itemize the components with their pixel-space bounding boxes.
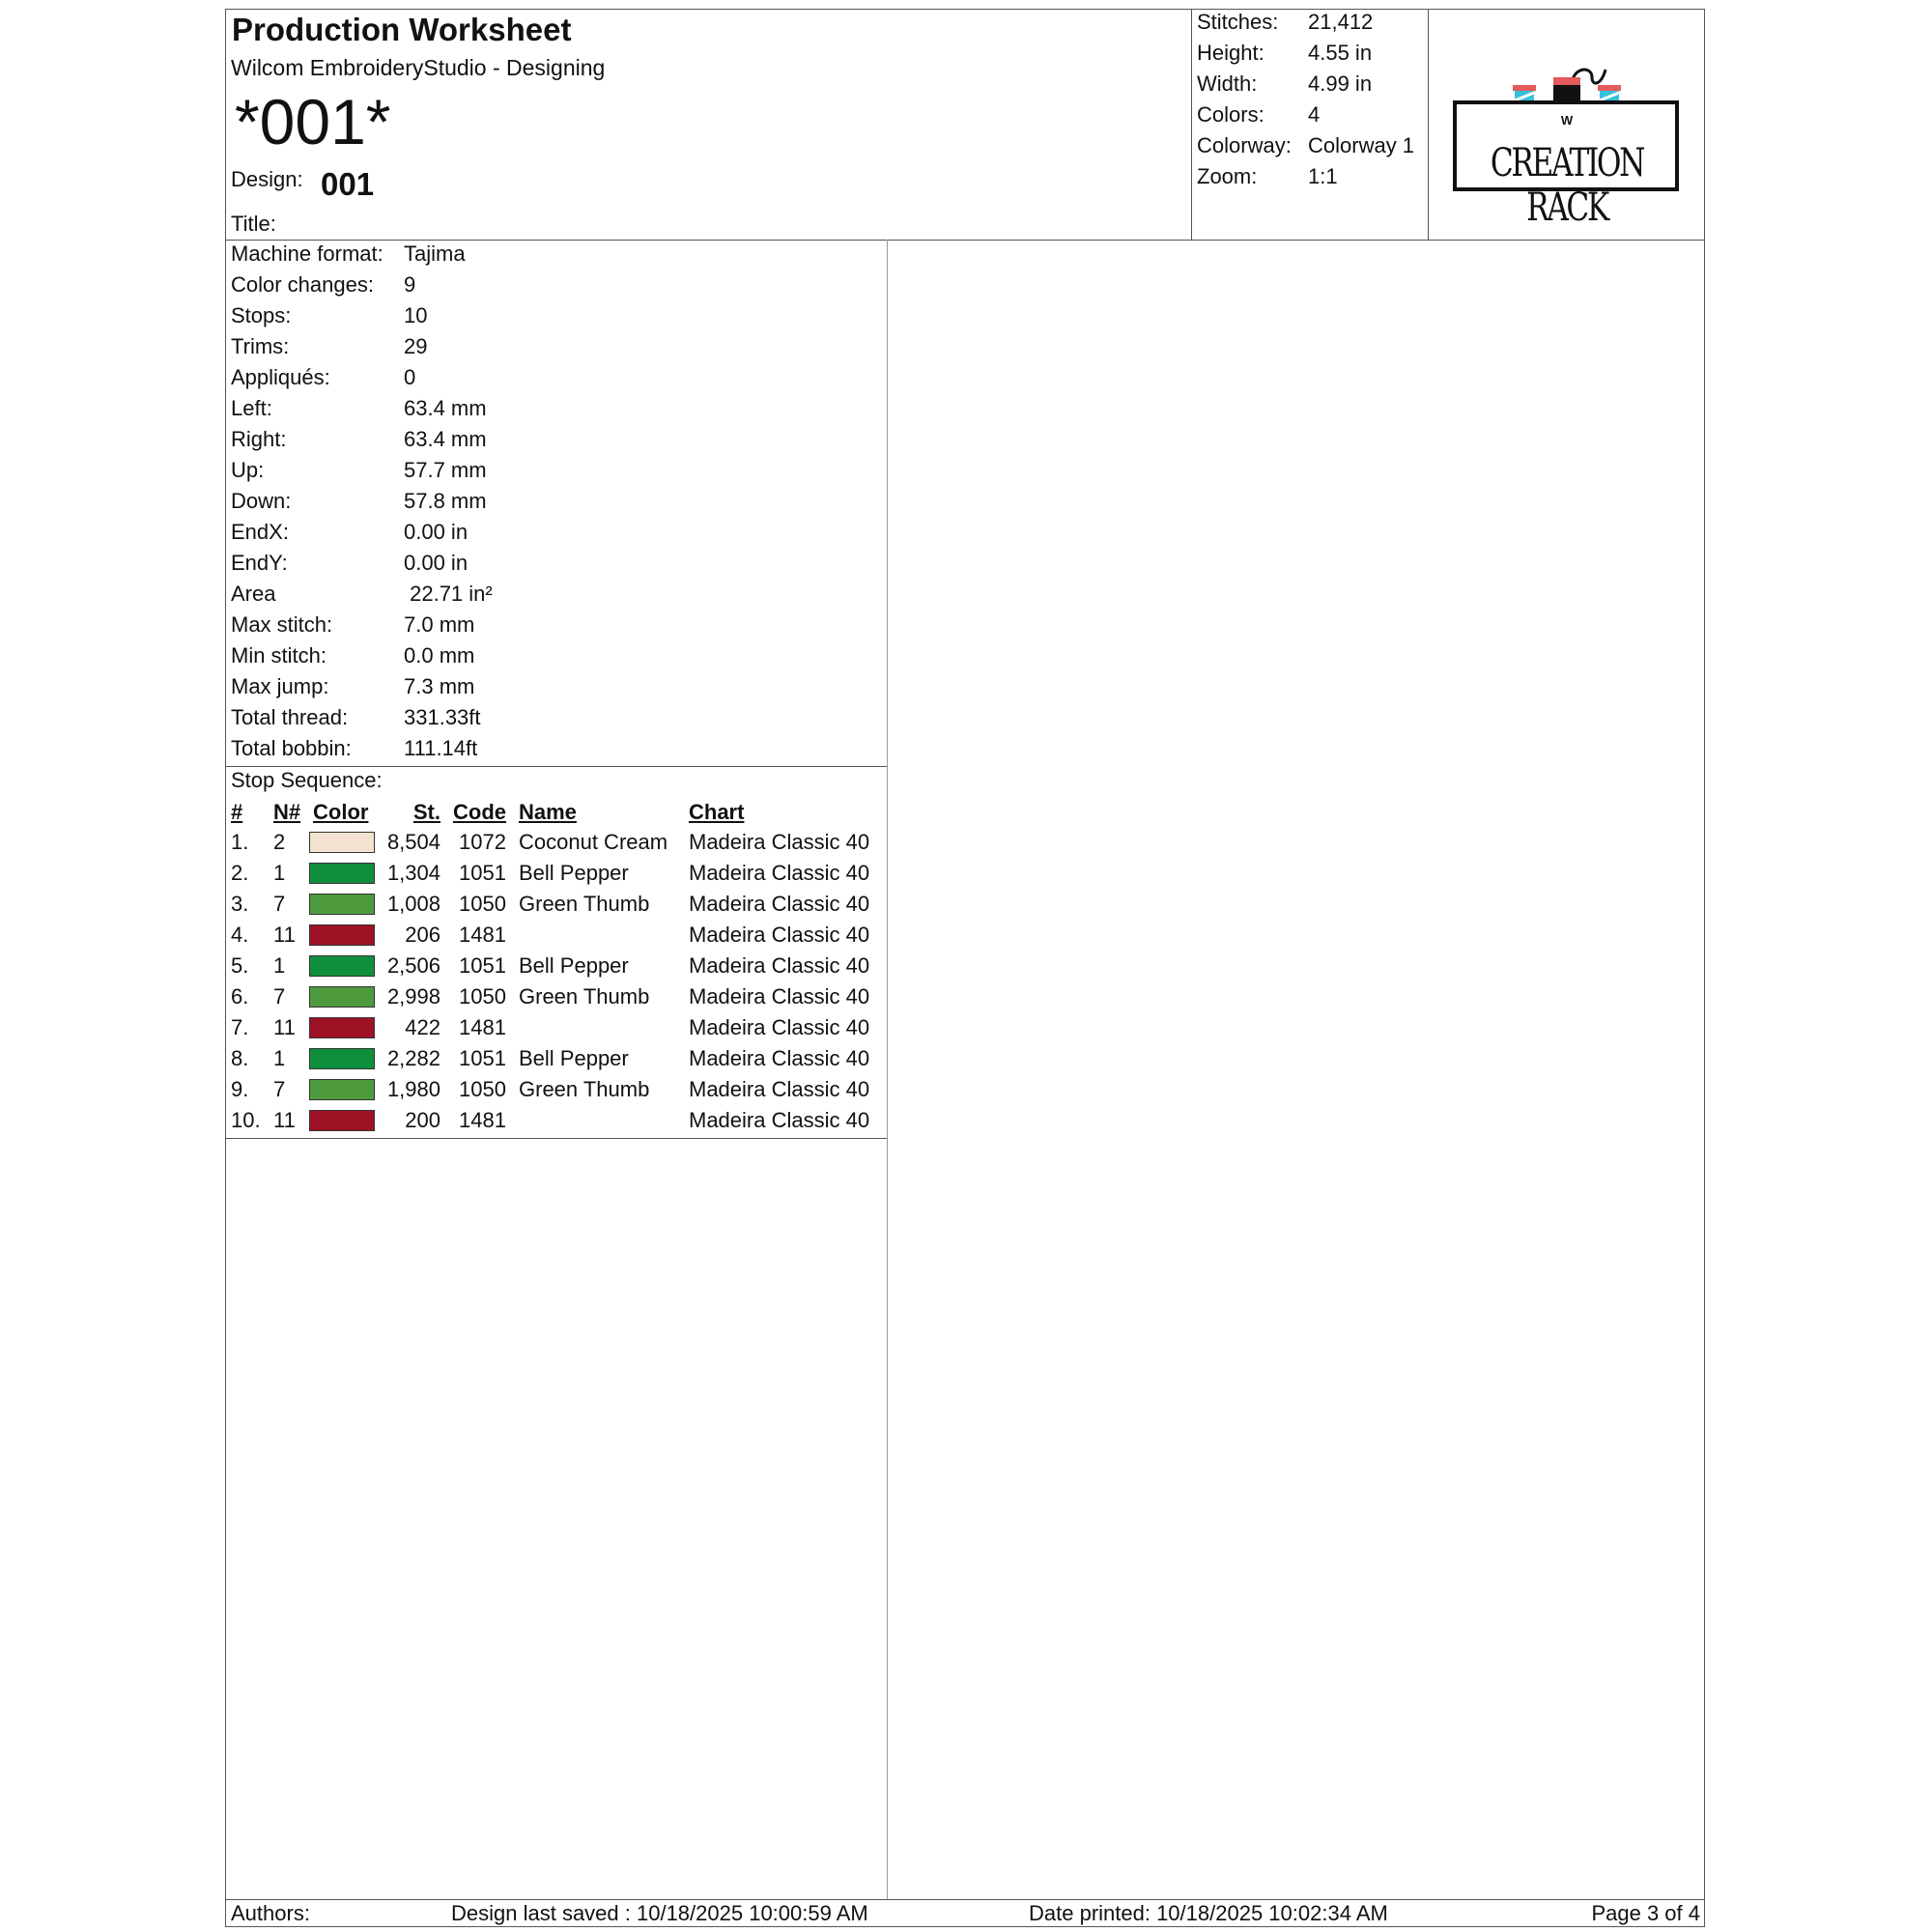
detail-label: Down: xyxy=(231,489,292,513)
header-name: Name xyxy=(519,800,577,824)
row-num: 5. xyxy=(231,953,249,978)
row-stitches: 1,008 xyxy=(386,892,440,916)
row-chart: Madeira Classic 40 xyxy=(689,1077,870,1101)
row-code: 1481 xyxy=(459,923,506,947)
header-needle: N# xyxy=(273,800,301,824)
row-stitches: 1,304 xyxy=(386,861,440,885)
detail-label: EndX: xyxy=(231,520,289,544)
color-swatch xyxy=(309,955,375,977)
detail-label: Appliqués: xyxy=(231,365,330,389)
row-num: 6. xyxy=(231,984,249,1009)
row-chart: Madeira Classic 40 xyxy=(689,923,870,947)
design-label: Design: xyxy=(231,167,303,191)
detail-value: 57.7 mm xyxy=(404,458,487,482)
summary-value: 4 xyxy=(1308,102,1321,127)
logo-emblem-letter: W xyxy=(1560,113,1574,128)
detail-label: Left: xyxy=(231,396,272,420)
row-name: Green Thumb xyxy=(519,1077,650,1101)
header-divider xyxy=(225,240,1705,241)
row-stitches: 8,504 xyxy=(386,830,440,854)
row-needle: 7 xyxy=(273,892,286,916)
footer-divider xyxy=(225,1899,1705,1900)
row-needle: 2 xyxy=(273,830,286,854)
row-stitches: 1,980 xyxy=(386,1077,440,1101)
detail-label: Max jump: xyxy=(231,674,329,698)
color-swatch xyxy=(309,1017,375,1038)
detail-value: 7.0 mm xyxy=(404,612,475,637)
row-chart: Madeira Classic 40 xyxy=(689,1108,870,1132)
summary-label: Width: xyxy=(1197,71,1258,96)
detail-value: 29 xyxy=(404,334,428,358)
summary-value: Colorway 1 xyxy=(1308,133,1415,157)
title-label: Title: xyxy=(231,212,276,236)
detail-value: 63.4 mm xyxy=(404,396,487,420)
row-code: 1481 xyxy=(459,1108,506,1132)
detail-value: 7.3 mm xyxy=(404,674,475,698)
row-needle: 7 xyxy=(273,984,286,1009)
row-code: 1050 xyxy=(459,892,506,916)
color-swatch xyxy=(309,924,375,946)
detail-label: Trims: xyxy=(231,334,290,358)
row-num: 9. xyxy=(231,1077,249,1101)
row-code: 1050 xyxy=(459,1077,506,1101)
row-code: 1051 xyxy=(459,861,506,885)
row-name: Bell Pepper xyxy=(519,953,629,978)
color-swatch xyxy=(309,832,375,853)
subtitle: Wilcom EmbroideryStudio - Designing xyxy=(231,55,606,80)
detail-label: Stops: xyxy=(231,303,292,327)
summary-value: 4.99 in xyxy=(1308,71,1373,96)
detail-value: Tajima xyxy=(404,242,466,266)
design-value: 001 xyxy=(321,166,375,202)
stop-sequence-label: Stop Sequence: xyxy=(231,768,383,792)
page-title: Production Worksheet xyxy=(232,12,572,47)
row-code: 1072 xyxy=(459,830,506,854)
header-stitches: St. xyxy=(412,800,440,824)
row-code: 1051 xyxy=(459,1046,506,1070)
color-swatch xyxy=(309,986,375,1008)
footer-last-saved: Design last saved : 10/18/2025 10:00:59 AM xyxy=(451,1901,868,1925)
row-chart: Madeira Classic 40 xyxy=(689,1046,870,1070)
detail-value: 331.33ft xyxy=(404,705,481,729)
row-name: Green Thumb xyxy=(519,984,650,1009)
row-code: 1481 xyxy=(459,1015,506,1039)
details-divider xyxy=(225,766,887,767)
row-num: 1. xyxy=(231,830,249,854)
detail-label: Up: xyxy=(231,458,265,482)
logo-text: CREATION RACK xyxy=(1490,141,1644,230)
row-chart: Madeira Classic 40 xyxy=(689,953,870,978)
detail-label: Max stitch: xyxy=(231,612,333,637)
detail-label: Total bobbin: xyxy=(231,736,352,760)
row-num: 2. xyxy=(231,861,249,885)
detail-value: 10 xyxy=(404,303,428,327)
detail-value: 57.8 mm xyxy=(404,489,487,513)
color-swatch xyxy=(309,1079,375,1100)
row-needle: 11 xyxy=(273,923,296,947)
detail-value: 22.71 in² xyxy=(404,582,493,606)
detail-label: Area xyxy=(231,582,276,606)
row-chart: Madeira Classic 40 xyxy=(689,1015,870,1039)
row-name: Bell Pepper xyxy=(519,1046,629,1070)
color-swatch xyxy=(309,1048,375,1069)
row-stitches: 2,506 xyxy=(386,953,440,978)
row-num: 8. xyxy=(231,1046,249,1070)
summary-label: Stitches: xyxy=(1197,10,1279,34)
footer-date-printed: Date printed: 10/18/2025 10:02:34 AM xyxy=(1029,1901,1388,1925)
detail-value: 0.0 mm xyxy=(404,643,475,668)
body-column-divider xyxy=(887,240,888,1899)
summary-label: Colors: xyxy=(1197,102,1264,127)
row-stitches: 200 xyxy=(405,1108,440,1132)
detail-value: 9 xyxy=(404,272,416,297)
row-code: 1050 xyxy=(459,984,506,1009)
detail-value: 111.14ft xyxy=(404,736,478,760)
summary-value: 1:1 xyxy=(1308,164,1338,188)
summary-label: Height: xyxy=(1197,41,1264,65)
summary-right-divider xyxy=(1428,9,1429,240)
detail-label: Color changes: xyxy=(231,272,374,297)
detail-label: Machine format: xyxy=(231,242,384,266)
row-name: Bell Pepper xyxy=(519,861,629,885)
detail-value: 63.4 mm xyxy=(404,427,487,451)
color-swatch xyxy=(309,863,375,884)
row-num: 3. xyxy=(231,892,249,916)
worksheet-frame xyxy=(225,9,1705,1927)
summary-value: 4.55 in xyxy=(1308,41,1373,65)
row-stitches: 2,282 xyxy=(386,1046,440,1070)
row-num: 4. xyxy=(231,923,249,947)
row-needle: 7 xyxy=(273,1077,286,1101)
detail-label: Right: xyxy=(231,427,287,451)
design-big-name: *001* xyxy=(235,86,391,157)
row-needle: 11 xyxy=(273,1015,296,1039)
header-num: # xyxy=(231,800,243,824)
row-num: 7. xyxy=(231,1015,249,1039)
row-needle: 1 xyxy=(273,953,286,978)
summary-value: 21,412 xyxy=(1308,10,1374,34)
row-name: Coconut Cream xyxy=(519,830,668,854)
row-chart: Madeira Classic 40 xyxy=(689,892,870,916)
color-swatch xyxy=(309,894,375,915)
detail-value: 0 xyxy=(404,365,416,389)
detail-value: 0.00 in xyxy=(404,551,469,575)
row-chart: Madeira Classic 40 xyxy=(689,984,870,1009)
header-code: Code xyxy=(453,800,506,824)
row-chart: Madeira Classic 40 xyxy=(689,861,870,885)
color-swatch xyxy=(309,1110,375,1131)
row-stitches: 2,998 xyxy=(386,984,440,1009)
summary-left-divider xyxy=(1191,9,1192,240)
row-stitches: 422 xyxy=(405,1015,440,1039)
row-needle: 11 xyxy=(273,1108,296,1132)
row-num: 10. xyxy=(231,1108,261,1132)
row-stitches: 206 xyxy=(405,923,440,947)
summary-label: Colorway: xyxy=(1197,133,1292,157)
row-needle: 1 xyxy=(273,861,286,885)
header-color: Color xyxy=(313,800,369,824)
footer-authors: Authors: xyxy=(231,1901,310,1925)
row-name: Green Thumb xyxy=(519,892,650,916)
row-chart: Madeira Classic 40 xyxy=(689,830,870,854)
summary-label: Zoom: xyxy=(1197,164,1258,188)
footer-page: Page 3 of 4 xyxy=(1591,1901,1700,1925)
sequence-divider xyxy=(225,1138,887,1139)
row-code: 1051 xyxy=(459,953,506,978)
detail-label: Total thread: xyxy=(231,705,349,729)
detail-label: Min stitch: xyxy=(231,643,327,668)
detail-value: 0.00 in xyxy=(404,520,469,544)
detail-label: EndY: xyxy=(231,551,288,575)
header-chart: Chart xyxy=(689,800,745,824)
row-needle: 1 xyxy=(273,1046,286,1070)
